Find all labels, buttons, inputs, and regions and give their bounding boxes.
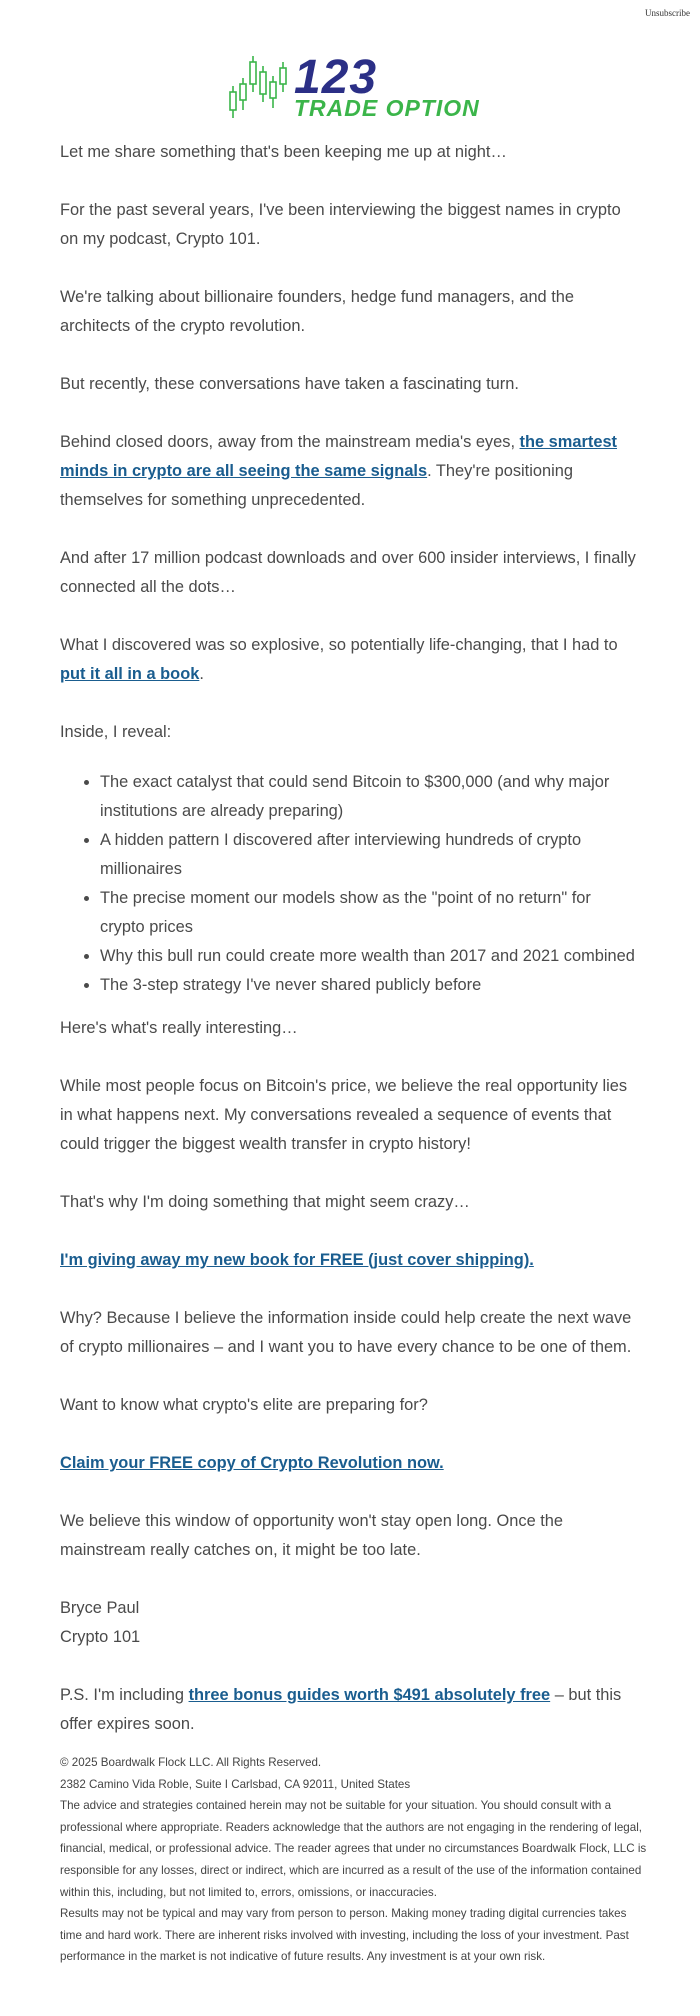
text: . They're positioning themselves for something unprecedented. (60, 462, 573, 509)
candlestick-icon (226, 52, 292, 126)
paragraph: For the past several years, I've been interviewing the biggest names in crypto on my podcast, Crypto 101. (60, 201, 621, 248)
logo-subtitle: TRADE OPTION (294, 95, 480, 121)
paragraph (60, 1449, 640, 1478)
list-item: • The precise moment our models show as the "point of no return" for crypto prices (100, 884, 640, 942)
paragraph (60, 1246, 640, 1275)
disclaimer: The advice and strategies contained herein may not be suitable for your situation. You should consult with a professional where appropriate. Readers acknowledge that the authors are not engaging in the rendering of legal, financial, medical, or professional advice. The reader agrees that under no circumstances Boardwalk Flock, LLC is responsible for any losses, direct or indirect, which are incurred as a result of the use of the information contained within this, including, but not limited to, errors, omissions, or inaccuracies. (60, 1799, 647, 1899)
email-body (60, 138, 640, 1768)
paragraph: We're talking about billionaire founders, hedge fund managers, and the architects of the crypto revolution. (60, 288, 575, 335)
paragraph (60, 631, 640, 689)
signature-org: Crypto 101 (60, 1628, 141, 1646)
bonus-guides-link[interactable]: three bonus guides worth $491 absolutely free (188, 1686, 551, 1704)
text: . (199, 665, 204, 683)
logo-number: 123 (294, 51, 378, 104)
paragraph: While most people focus on Bitcoin's price, we believe the real opportunity lies in what happens next. My conversations revealed a sequence of events that could trigger the biggest wealth transfer in crypto history! (60, 1077, 628, 1153)
free-book-cta-link[interactable]: I'm giving away my new book for FREE (just cover shipping). (60, 1251, 534, 1269)
list-item: • Why this bull run could create more wealth than 2017 and 2021 combined (100, 942, 640, 971)
unsubscribe-link[interactable]: Unsubscribe (645, 8, 690, 18)
paragraph: Here's what's really interesting… (60, 1019, 298, 1037)
text: – but this offer expires soon. (60, 1686, 622, 1733)
paragraph: But recently, these conversations have taken a fascinating turn. (60, 375, 519, 393)
paragraph: We believe this window of opportunity won't stay open long. Once the mainstream really catches on, it might be too late. (60, 1512, 564, 1559)
paragraph: Let me share something that's been keeping me up at night… (60, 143, 507, 161)
paragraph: Inside, I reveal: (60, 723, 172, 741)
signature (60, 1594, 640, 1652)
paragraph: Why? Because I believe the information inside could help create the next wave of crypto millionaires – and I want you to have every chance to be one of them. (60, 1309, 632, 1356)
disclaimer: Results may not be typical and may vary from person to person. Making money trading digital currencies takes time and hard work. There are inherent risks involved with investing, including the loss of your investment. Past performance in the market is not indicative of future results. Any investment is at your own risk. (60, 1907, 629, 1964)
paragraph: That's why I'm doing something that might seem crazy… (60, 1193, 470, 1211)
text: Behind closed doors, away from the mainstream media's eyes, (60, 433, 520, 451)
claim-copy-cta-link[interactable]: Claim your FREE copy of Crypto Revolution now. (60, 1454, 444, 1472)
book-link[interactable]: put it all in a book (60, 665, 200, 683)
list-item: • The exact catalyst that could send Bitcoin to $300,000 (and why major institutions are already preparing) (100, 768, 640, 826)
address: 2382 Camino Vida Roble, Suite I Carlsbad, CA 92011, United States (60, 1777, 411, 1791)
list-item: • The 3-step strategy I've never shared publicly before (100, 971, 640, 1000)
copyright: © 2025 Boardwalk Flock LLC. All Rights Reserved. (60, 1756, 322, 1769)
footer (60, 1752, 650, 1968)
postscript (60, 1681, 640, 1739)
text: P.S. I'm including (60, 1686, 189, 1704)
paragraph (60, 428, 640, 515)
list-item: • A hidden pattern I discovered after interviewing hundreds of crypto millionaires (100, 826, 640, 884)
paragraph: Want to know what crypto's elite are preparing for? (60, 1396, 428, 1414)
text: What I discovered was so explosive, so potentially life-changing, that I had to (60, 636, 618, 654)
logo (226, 51, 480, 126)
signature-name: Bryce Paul (60, 1599, 140, 1617)
reveal-list (60, 768, 640, 1000)
smartest-minds-link[interactable]: the smartest minds in crypto are all seeing the same signals (60, 433, 618, 480)
paragraph: And after 17 million podcast downloads and over 600 insider interviews, I finally connected all the dots… (60, 549, 636, 596)
